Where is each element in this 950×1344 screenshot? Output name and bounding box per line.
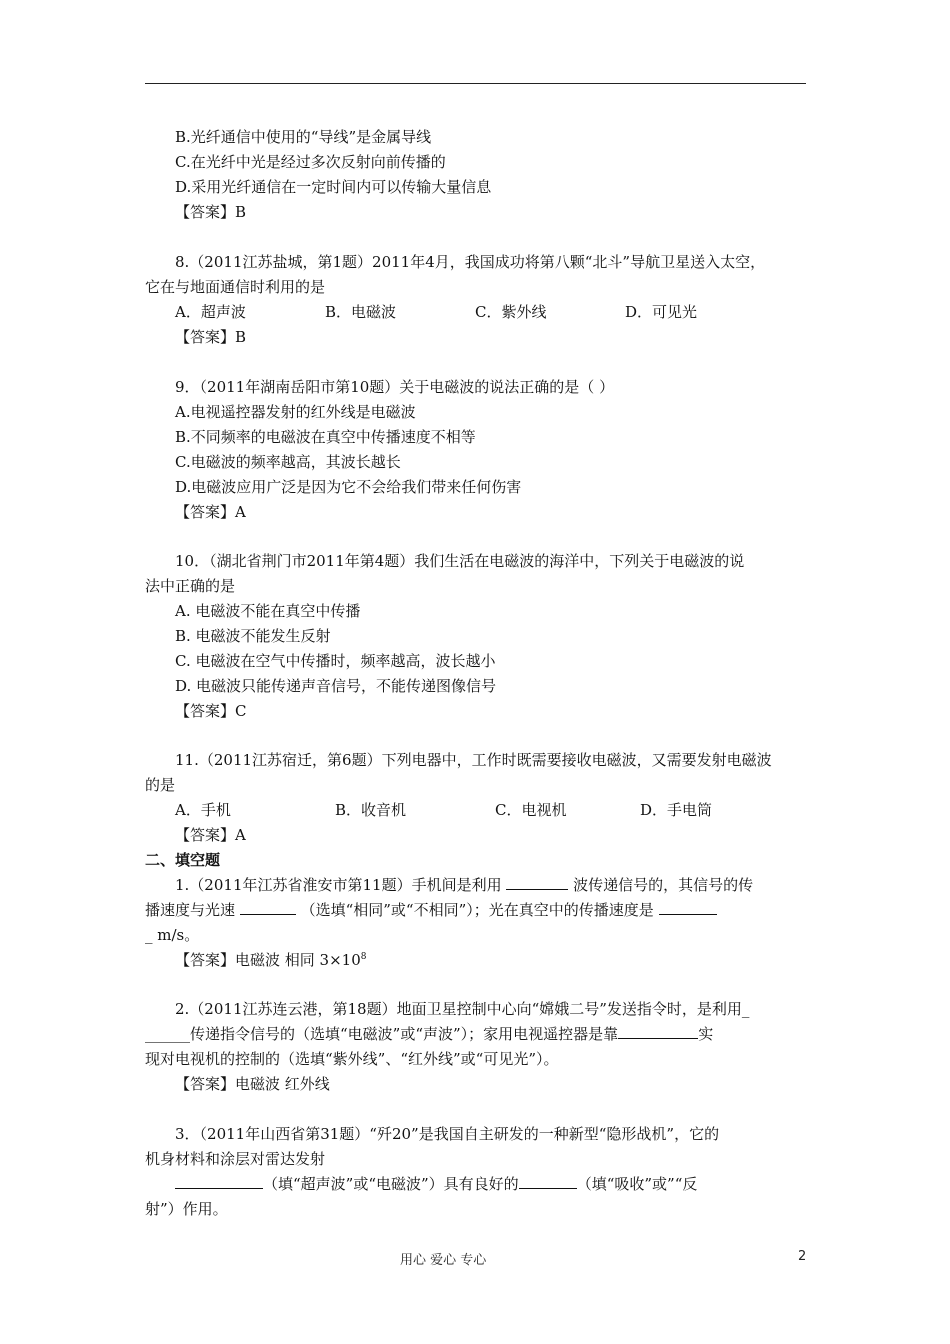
f1-line3: _ m/s。 [145, 926, 200, 944]
f3-line4: 射”）作用。 [145, 1200, 228, 1218]
f1-line1-text-b: 波传递信号的，其信号的传 [573, 876, 754, 894]
f1-answer-exponent: 8 [360, 952, 367, 962]
q7-answer: 【答案】B [175, 203, 247, 221]
footer-slogan: 用心 爱心 专心 [400, 1253, 487, 1268]
q11-answer: 【答案】A [175, 826, 246, 844]
header-rule [145, 83, 806, 84]
q7-option-b: B.光纤通信中使用的“导线”是金属导线 [175, 128, 432, 146]
q9-stem: 9．（2011年湖南岳阳市第10题）关于电磁波的说法正确的是（ ） [175, 378, 615, 396]
f2-line3: 现对电视机的控制的（选填“紫外线”、“红外线”或“可见光”）。 [145, 1050, 559, 1068]
f1-blank-2[interactable] [240, 900, 296, 915]
f3-line1: 3．（2011年山西省第31题）“歼20”是我国自主研发的一种新型“隐形战机”，它的 [175, 1125, 720, 1143]
q10-stem-line1: 10．（湖北省荆门市2011年第4题）我们生活在电磁波的海洋中，下列关于电磁波的说 [175, 552, 745, 570]
q10-stem-line2: 法中正确的是 [145, 577, 236, 595]
f1-blank-3[interactable] [659, 900, 717, 915]
q8-answer: 【答案】B [175, 328, 247, 346]
q10-option-c: C. 电磁波在空气中传播时，频率越高，波长越小 [175, 652, 496, 670]
q11-option-a: A．手机 [175, 801, 231, 819]
q7-option-d: D.采用光纤通信在一定时间内可以传输大量信息 [175, 178, 492, 196]
q8-option-a: A．超声波 [175, 303, 246, 321]
f3-line2: 机身材料和涂层对雷达发射 [145, 1150, 326, 1168]
f1-line1-text-a: 1.（2011年江苏省淮安市第11题）手机间是利用 [175, 876, 502, 894]
f2-line2-text-b: 实 [698, 1025, 714, 1043]
q10-option-d: D. 电磁波只能传递声音信号，不能传递图像信号 [175, 677, 497, 695]
q8-option-c: C．紫外线 [475, 303, 547, 321]
q11-option-b: B．收音机 [335, 801, 407, 819]
q10-option-a: A. 电磁波不能在真空中传播 [175, 602, 361, 620]
q11-stem-line2: 的是 [145, 776, 176, 794]
q8-option-b: B．电磁波 [325, 303, 397, 321]
f1-line2-text-a: 播速度与光速 [145, 901, 236, 919]
f2-line2 [145, 1024, 713, 1044]
f3-line3-text-a: （填“超声波”或“电磁波”）具有良好的 [263, 1175, 519, 1193]
f2-line2-text-a: ______传递指令信号的（选填“电磁波”或“声波”）；家用电视遥控器是靠 [145, 1025, 619, 1043]
q9-option-b: B.不同频率的电磁波在真空中传播速度不相等 [175, 428, 476, 446]
q10-option-b: B. 电磁波不能发生反射 [175, 627, 331, 645]
f3-line3-text-b: （填“吸收”或”“反 [576, 1175, 698, 1193]
f1-blank-1[interactable] [506, 875, 568, 890]
q11-option-d: D．手电筒 [640, 801, 713, 819]
q11-options [175, 800, 712, 820]
f3-line3 [175, 1174, 697, 1194]
f3-blank-2[interactable] [519, 1174, 577, 1189]
f1-line2-text-b: （选填“相同”或“不相同”）；光在真空中的传播速度是 [300, 901, 654, 919]
q8-stem-line1: 8.（2011江苏盐城，第1题）2011年4月，我国成功将第八颗“北斗”导航卫星送入太空， [175, 253, 766, 271]
q9-option-d: D.电磁波应用广泛是因为它不会给我们带来任何伤害 [175, 478, 522, 496]
q9-option-a: A.电视遥控器发射的红外线是电磁波 [175, 403, 416, 421]
f1-line2 [145, 900, 717, 920]
q8-stem-line2: 它在与地面通信时利用的是 [145, 278, 326, 296]
f2-answer: 【答案】电磁波 红外线 [175, 1075, 330, 1093]
f2-line1: 2.（2011江苏连云港，第18题）地面卫星控制中心向“嫦娥二号”发送指令时，是利用_ [175, 1000, 750, 1018]
q8-options [175, 302, 697, 322]
q8-option-d: D．可见光 [625, 303, 698, 321]
q10-answer: 【答案】C [175, 702, 247, 720]
q11-stem-line1: 11.（2011江苏宿迁，第6题）下列电器中，工作时既需要接收电磁波，又需要发射电磁波 [175, 751, 772, 769]
page-number: 2 [798, 1249, 807, 1264]
section-heading-fill-in: 二、填空题 [145, 851, 221, 869]
q7-option-c: C.在光纤中光是经过多次反射向前传播的 [175, 153, 446, 171]
f1-answer [175, 950, 366, 970]
f3-blank-1[interactable] [175, 1174, 263, 1189]
f2-blank-2[interactable] [618, 1024, 698, 1039]
q9-option-c: C.电磁波的频率越高，其波长越长 [175, 453, 401, 471]
q9-answer: 【答案】A [175, 503, 246, 521]
q11-option-c: C．电视机 [495, 801, 567, 819]
f1-line1 [175, 875, 753, 895]
f1-answer-text: 【答案】电磁波 相同 3×10 [175, 951, 361, 969]
